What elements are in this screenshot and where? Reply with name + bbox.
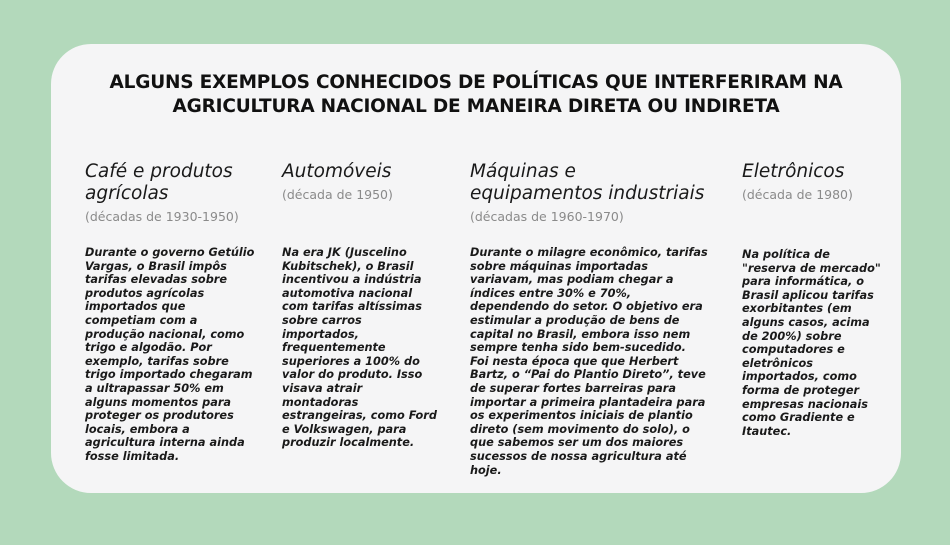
column-heading: Eletrônicos xyxy=(742,161,845,182)
page-title-line-1: ALGUNS EXEMPLOS CONHECIDOS DE POLÍTICAS QUE INTERFERIRAM NA xyxy=(109,72,843,93)
page-title xyxy=(51,71,901,119)
column-maquinas xyxy=(470,161,710,477)
column-period: (década de 1950) xyxy=(282,187,393,202)
column-period: (década de 1980) xyxy=(742,187,853,202)
column-eletronicos xyxy=(742,161,882,438)
column-period: (décadas de 1930-1950) xyxy=(85,209,239,224)
column-automoveis xyxy=(282,161,444,450)
column-body: Durante o governo Getúlio Vargas, o Brasil impôs tarifas elevadas sobre produtos agrícolas importados que competiam com a produção nacional, como trigo e algodão. Por exemplo, tarifas sobre trigo importado chegaram a ultrapassar 50% em alguns momentos para proteger os produtores locais, embora a agricultura interna ainda fosse limitada. xyxy=(85,246,255,463)
column-heading: Café e produtos agrícolas xyxy=(85,161,233,204)
column-cafe xyxy=(85,161,255,463)
column-body: Na era JK (Juscelino Kubitschek), o Brasil incentivou a indústria automotiva nacional com tarifas altíssimas sobre carros importados, frequentemente superiores a 100% do valor do produto. Isso visava atrair montadoras estrangeiras, como Ford e Volkswagen, para produzir localmente. xyxy=(282,246,437,450)
column-body: Na política de "reserva de mercado" para informática, o Brasil aplicou tarifas exorbitantes (em alguns casos, acima de 200%) sobre computadores e eletrônicos importados, como forma de proteger empresas nacionais como Gradiente e Itautec. xyxy=(742,248,881,438)
column-period: (décadas de 1960-1970) xyxy=(470,209,624,224)
column-body: Durante o milagre econômico, tarifas sobre máquinas importadas variavam, mas podiam chegar a índices entre 30% e 70%, dependendo do setor. O objetivo era estimular a produção de bens de capital no Brasil, embora isso nem sempre tenha sido bem-sucedido. Foi nesta época que que Herbert Bartz, o “Pai do Plantio Direto”, teve de superar fortes barreiras para importar a primeira plantadeira para os experimentos iniciais de plantio direto (sem movimento do solo), o que sabemos ser um dos maiores sucessos de nossa agricultura até hoje. xyxy=(470,246,708,477)
content-card xyxy=(51,44,901,493)
column-heading: Automóveis xyxy=(282,161,392,182)
column-heading: Máquinas e equipamentos industriais xyxy=(470,161,705,204)
page-title-line-2: AGRICULTURA NACIONAL DE MANEIRA DIRETA OU INDIRETA xyxy=(172,96,780,117)
